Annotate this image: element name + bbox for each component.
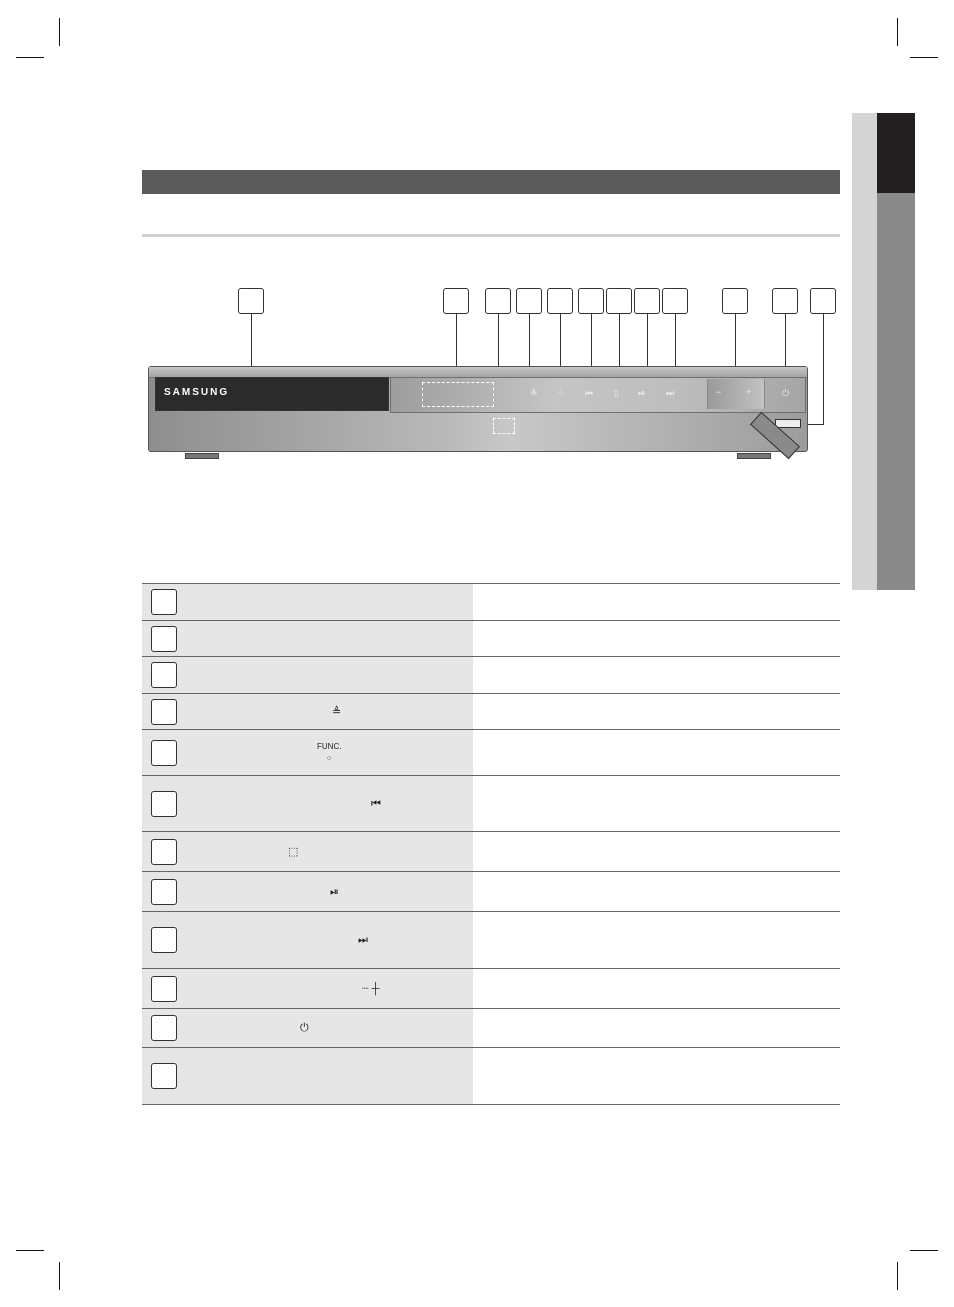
number-box [151,662,177,688]
callout-9 [662,288,688,314]
callout-7 [606,288,632,314]
number-box [151,740,177,766]
number-box [151,1015,177,1041]
table-cell-label [142,584,473,621]
table-row [142,621,840,657]
brand-logo: SAMSUNG [164,387,230,398]
device-foot [737,453,771,459]
table-row [142,730,840,776]
table-row [142,969,840,1009]
table-cell-label [142,872,473,912]
eject-icon[interactable]: ≜ [530,388,538,398]
callout-8 [634,288,660,314]
remote-sensor [493,418,515,434]
play-pause-icon[interactable]: ⏯ [638,388,646,398]
side-tab-background [852,113,877,590]
volume-icon: ┈ ┼ [362,982,380,995]
table-cell-description [473,694,840,730]
power-icon[interactable]: ⏻ [782,388,790,398]
number-box [151,976,177,1002]
table-row [142,584,840,621]
section-header-bar [142,170,840,194]
table-cell-label [142,912,473,969]
table-row [142,657,840,694]
volume-control [707,379,765,409]
table-cell-description [473,657,840,694]
table-cell-label [142,657,473,694]
callout-10 [722,288,748,314]
side-tab-active [877,113,915,193]
eject-icon: ≜ [332,705,342,718]
table-cell-description [473,1009,840,1048]
table-row [142,694,840,730]
function-icon[interactable]: ⁘ [557,388,565,398]
table-cell-description [473,872,840,912]
callout-2 [443,288,469,314]
play-pause-icon: ⏯ [330,885,339,898]
skip-forward-icon: ⏭ [358,934,368,946]
function-label: FUNC. [317,741,342,751]
table-cell-label [142,1009,473,1048]
table-row [142,912,840,969]
table-cell-description [473,584,840,621]
display-area [422,382,494,407]
table-cell-label [142,776,473,832]
table-cell-description [473,621,840,657]
volume-plus-button[interactable]: + [746,387,752,397]
table-cell-description [473,730,840,776]
table-row [142,1009,840,1048]
crop-mark [897,18,898,46]
crop-mark [59,1262,60,1290]
number-box [151,589,177,615]
side-tab-inactive [877,193,915,590]
number-box [151,626,177,652]
table-cell-description [473,1048,840,1105]
table-row [142,872,840,912]
table-cell-label [142,730,473,776]
skip-back-icon: ⏮ [371,797,381,810]
function-icon [317,741,341,765]
leader-line [823,314,824,424]
crop-mark [16,1250,44,1251]
callout-5 [547,288,573,314]
skip-forward-icon[interactable]: ⏭ [666,388,675,398]
number-box [151,1063,177,1089]
device-front-panel [148,366,808,452]
callout-6 [578,288,604,314]
table-cell-description [473,969,840,1009]
table-cell-description [473,912,840,969]
callout-3 [485,288,511,314]
table-cell-description [473,832,840,872]
crop-mark [910,1250,938,1251]
crop-mark [16,57,44,58]
stop-icon[interactable]: ▯ [614,388,619,398]
table-row [142,1048,840,1105]
table-cell-label [142,1048,473,1105]
disc-tray [155,377,389,411]
callout-11 [772,288,798,314]
function-symbol: ⁘ [325,753,333,763]
number-box [151,879,177,905]
table-cell-label [142,621,473,657]
number-box [151,839,177,865]
number-box [151,699,177,725]
device-foot [185,453,219,459]
table-cell-label [142,969,473,1009]
callout-4 [516,288,542,314]
number-box [151,791,177,817]
table-cell-label [142,832,473,872]
crop-mark [897,1262,898,1290]
parts-table [142,583,840,1105]
number-box [151,927,177,953]
section-divider [142,234,840,237]
table-row [142,776,840,832]
callout-1 [238,288,264,314]
crop-mark [59,18,60,46]
power-icon: ⏻ [300,1022,309,1034]
crop-mark [910,57,938,58]
table-cell-label [142,694,473,730]
table-row [142,832,840,872]
callout-12 [810,288,836,314]
stop-icon: ⬚ [288,845,299,858]
table-cell-description [473,776,840,832]
volume-minus-button[interactable]: − [716,387,722,397]
skip-back-icon[interactable]: ⏮ [585,388,594,398]
